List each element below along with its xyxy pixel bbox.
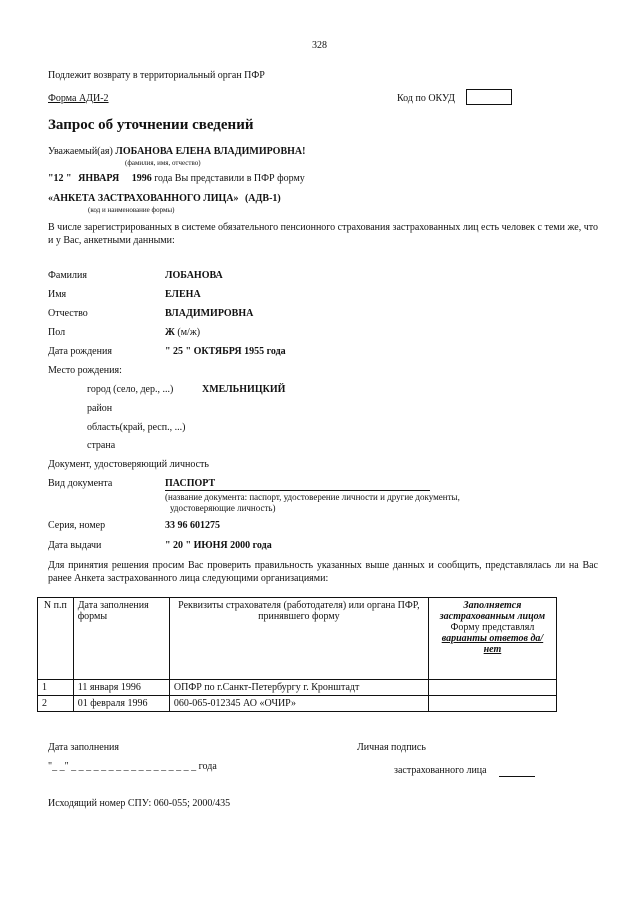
birthplace-region-label: область(край, респ., ...) (87, 422, 186, 433)
field-label-birthdate: Дата рождения (48, 346, 112, 357)
intro-paragraph: В числе зарегистрированных в системе обязательного пенсионного страхования застрахованных лиц есть человек с теми же, что и у Вас, анкетными данными: (48, 222, 598, 246)
row-1-num: 1 (38, 680, 74, 696)
greeting-prefix: Уважаемый(ая) (48, 146, 113, 157)
header-fill-title: Заполняется застрахованным лицом (439, 600, 546, 622)
okud-input-box[interactable] (466, 89, 512, 105)
doc-type-caption-2: удостоверяющие личность) (170, 503, 276, 513)
row-2-date: 01 февраля 1996 (73, 696, 169, 712)
greeting-line (48, 146, 305, 157)
row-1-org: ОПФР по г.Санкт-Петербургу г. Кронштадт (169, 680, 428, 696)
outgoing-number: Исходящий номер СПУ: 060-055; 2000/435 (48, 798, 231, 809)
submitted-day: "12 " (48, 173, 72, 184)
header-num (38, 598, 74, 680)
doc-type-value: ПАСПОРТ (165, 478, 216, 489)
submitted-year: 1996 (131, 173, 152, 184)
form-name-caption: (код и наименование формы) (88, 206, 175, 214)
return-note: Подлежит возврату в территориальный орган ПФР (48, 70, 265, 81)
greeting-name: ЛОБАНОВА ЕЛЕНА ВЛАДИМИРОВНА! (115, 146, 306, 157)
header-date (73, 598, 169, 680)
fill-date-field[interactable]: "_ _" _ _ _ _ _ _ _ _ _ _ _ _ _ _ _ _ _ года (48, 761, 217, 772)
submitted-line (48, 173, 305, 184)
insured-label: застрахованного лица (394, 765, 487, 776)
issue-value: " 20 " ИЮНЯ 2000 года (165, 540, 272, 551)
row-2-answer[interactable] (428, 696, 556, 712)
doc-type-label: Вид документа (48, 478, 113, 489)
field-value-surname: ЛОБАНОВА (165, 270, 223, 281)
doc-type-underline (165, 490, 430, 491)
header-fill-options: варианты ответов да/нет (441, 633, 544, 655)
header-fill-subtitle: Форму представлял (450, 622, 535, 633)
birthplace-label: Место рождения: (48, 365, 122, 376)
form-name: «АНКЕТА ЗАСТРАХОВАННОГО ЛИЦА» (48, 193, 239, 204)
signature-label: Личная подпись (357, 742, 426, 753)
organizations-table (37, 597, 557, 712)
field-label-patronymic: Отчество (48, 308, 88, 319)
field-label-sex: Пол (48, 327, 66, 338)
row-1-date: 11 января 1996 (73, 680, 169, 696)
header-org-text: Реквизиты страхователя (работодателя) или органа ПФР, принявшего форму (178, 600, 420, 622)
okud-label: Код по ОКУД (397, 93, 455, 104)
issue-label: Дата выдачи (48, 540, 102, 551)
header-num-text: N п.п (43, 600, 67, 611)
field-sex-line (165, 327, 200, 338)
identity-heading: Документ, удостоверяющий личность (48, 459, 209, 470)
table-row (38, 696, 557, 712)
field-label-surname: Фамилия (48, 270, 87, 281)
page-title: Запрос об уточнении сведений (48, 117, 254, 133)
series-label: Серия, номер (48, 520, 106, 531)
form-name-line (48, 193, 281, 204)
table-row (38, 680, 557, 696)
form-name-code: (АДВ-1) (244, 193, 281, 204)
request-paragraph: Для принятия решения просим Вас проверить правильность указанных выше данных и сообщить, представлялась ли на Вас ранее Анкета застрахованного лица следующими организациями: (48, 560, 598, 584)
header-fill (428, 598, 556, 680)
series-value: 33 96 601275 (165, 520, 220, 531)
row-1-answer[interactable] (428, 680, 556, 696)
submitted-text: года Вы представили в ПФР форму (154, 173, 305, 184)
field-value-name: ЕЛЕНА (165, 289, 201, 300)
greeting-caption: (фамилия, имя, отчество) (125, 159, 201, 167)
doc-type-caption-1: (название документа: паспорт, удостоверение личности и другие документы, (165, 492, 460, 502)
submitted-month: ЯНВАРЯ (78, 173, 120, 184)
row-2-num: 2 (38, 696, 74, 712)
birthplace-city-label: город (село, дер., ...) (87, 384, 174, 395)
form-code: Форма АДИ-2 (48, 93, 109, 104)
field-value-birthdate: " 25 " ОКТЯБРЯ 1955 года (165, 346, 286, 357)
field-sex-hint: (м/ж) (177, 327, 201, 338)
birthplace-district-label: район (87, 403, 113, 414)
fill-date-label: Дата заполнения (48, 742, 119, 753)
table-header-row (38, 598, 557, 680)
header-date-text: Дата заполнения формы (77, 600, 149, 622)
field-value-patronymic: ВЛАДИМИРОВНА (165, 308, 254, 319)
field-label-name: Имя (48, 289, 67, 300)
header-org (169, 598, 428, 680)
page-number: 328 (312, 40, 327, 51)
field-value-sex: Ж (165, 327, 175, 338)
signature-line[interactable] (499, 776, 535, 777)
row-2-org: 060-065-012345 АО «ОЧИР» (169, 696, 428, 712)
birthplace-city-value: ХМЕЛЬНИЦКИЙ (202, 384, 286, 395)
birthplace-country-label: страна (87, 440, 116, 451)
